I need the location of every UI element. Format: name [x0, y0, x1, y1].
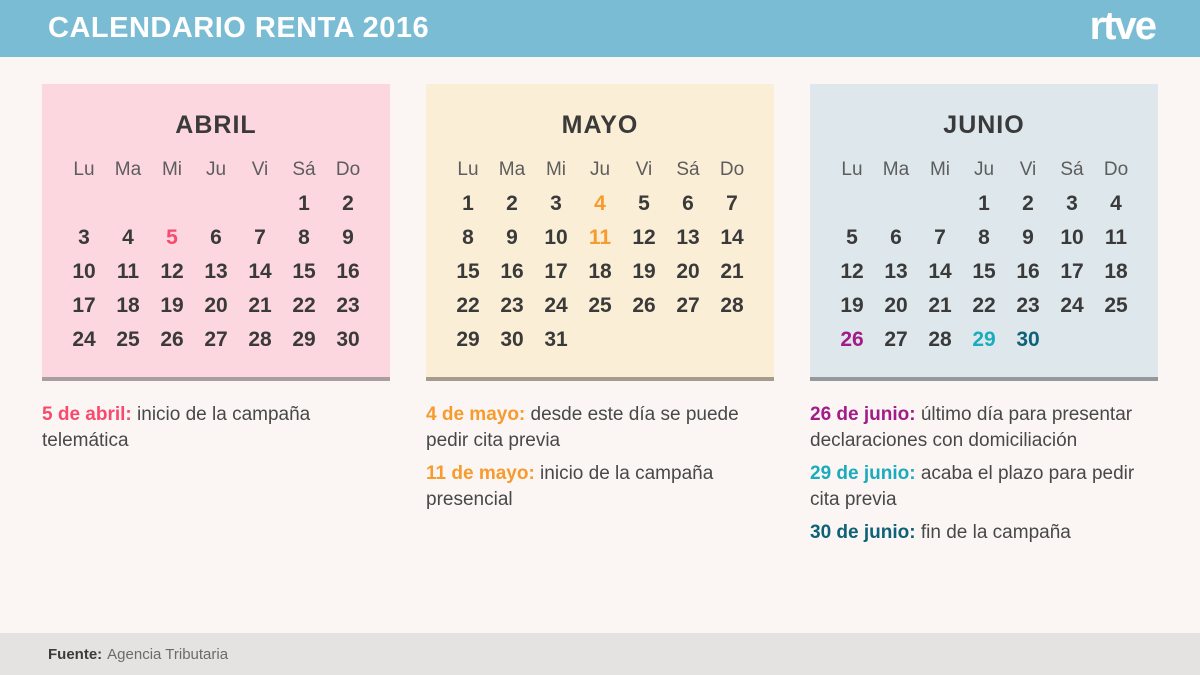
date-cell: 12 [840, 260, 864, 283]
date-cell: 20 [676, 260, 700, 283]
day-name: Lu [457, 159, 479, 180]
date-grid [810, 187, 1158, 357]
note [810, 520, 1158, 546]
date-cell: 10 [1060, 226, 1084, 249]
date-cell: 26 [160, 328, 184, 351]
day-name: Do [335, 159, 361, 180]
date-cell: 11 [116, 260, 140, 283]
day-name: Ju [589, 159, 611, 180]
note-text: último día para presentar declaraciones con domiciliación [810, 404, 1133, 451]
date-cell: 16 [1016, 260, 1040, 283]
empty-cell [666, 323, 710, 357]
week-row [810, 187, 1158, 221]
date-cell: 26 [632, 294, 656, 317]
day-name: Vi [1019, 159, 1037, 180]
date-cell: 29 [456, 328, 480, 351]
date-cell: 15 [972, 260, 996, 283]
note-date-label: 29 de junio: [810, 463, 916, 484]
date-cell: 9 [506, 226, 518, 249]
source-text: Agencia Tributaria [107, 645, 229, 663]
date-cell: 3 [78, 226, 90, 249]
date-cell: 24 [1060, 294, 1084, 317]
date-cell: 5 [846, 226, 858, 249]
date-cell: 14 [720, 226, 744, 249]
date-cell: 11 [1104, 226, 1128, 249]
date-cell: 16 [500, 260, 524, 283]
day-name: Lu [841, 159, 863, 180]
note [810, 402, 1158, 454]
date-cell: 5 [638, 192, 650, 215]
week-row [810, 323, 1158, 357]
date-cell: 7 [254, 226, 266, 249]
month-title: JUNIO [943, 111, 1025, 139]
empty-cell [830, 187, 874, 221]
date-cell: 21 [928, 294, 952, 317]
week-row [810, 255, 1158, 289]
date-cell: 19 [840, 294, 864, 317]
date-cell: 13 [204, 260, 228, 283]
calendar-panel-abril [42, 84, 390, 381]
note-text: acaba el plazo para pedir cita previa [810, 463, 1135, 510]
date-cell: 22 [456, 294, 480, 317]
day-name: Ma [882, 159, 910, 180]
date-cell: 11 [588, 226, 612, 249]
date-cell: 3 [1066, 192, 1078, 215]
date-cell: 9 [1022, 226, 1034, 249]
date-cell: 18 [116, 294, 140, 317]
notes-mayo [426, 402, 774, 513]
week-row [42, 323, 390, 357]
calendar-area [0, 57, 1200, 553]
date-cell: 20 [884, 294, 908, 317]
day-name: Do [719, 159, 745, 180]
date-cell: 30 [1016, 328, 1040, 351]
empty-cell [106, 187, 150, 221]
date-cell: 20 [204, 294, 228, 317]
page-title: CALENDARIO RENTA 2016 [48, 12, 430, 44]
day-names-row [426, 159, 774, 181]
date-cell: 7 [934, 226, 946, 249]
date-cell: 7 [726, 192, 738, 215]
date-cell: 2 [342, 192, 354, 215]
day-name: Mi [161, 159, 183, 180]
date-cell: 12 [160, 260, 184, 283]
date-cell: 21 [248, 294, 272, 317]
day-name: Sá [676, 159, 700, 180]
empty-cell [874, 187, 918, 221]
month-title: ABRIL [175, 111, 257, 139]
date-cell: 28 [720, 294, 744, 317]
note-date-label: 5 de abril: [42, 404, 132, 425]
date-cell: 27 [676, 294, 700, 317]
date-cell: 24 [72, 328, 96, 351]
day-name: Do [1103, 159, 1129, 180]
date-cell: 23 [500, 294, 524, 317]
footer-bar [0, 633, 1200, 675]
note-date-label: 4 de mayo: [426, 404, 526, 425]
date-cell: 4 [122, 226, 134, 249]
date-cell: 3 [550, 192, 562, 215]
note-date-label: 30 de junio: [810, 522, 916, 543]
empty-cell [578, 323, 622, 357]
date-cell: 22 [292, 294, 316, 317]
note-text: desde este día se puede pedir cita previa [426, 404, 739, 451]
week-row [426, 187, 774, 221]
day-name: Ju [973, 159, 995, 180]
week-row [42, 187, 390, 221]
day-name: Mi [545, 159, 567, 180]
date-cell: 14 [928, 260, 952, 283]
date-cell: 19 [632, 260, 656, 283]
week-row [426, 289, 774, 323]
date-cell: 6 [890, 226, 902, 249]
week-row [42, 289, 390, 323]
date-cell: 6 [210, 226, 222, 249]
week-row [426, 323, 774, 357]
month-title: MAYO [561, 111, 639, 139]
date-cell: 8 [462, 226, 474, 249]
date-cell: 31 [544, 328, 568, 351]
date-cell: 1 [298, 192, 310, 215]
date-cell: 13 [884, 260, 908, 283]
note [426, 402, 774, 454]
day-name: Vi [251, 159, 269, 180]
empty-cell [918, 187, 962, 221]
date-cell: 2 [506, 192, 518, 215]
empty-cell [150, 187, 194, 221]
date-cell: 30 [500, 328, 524, 351]
date-cell: 18 [588, 260, 612, 283]
date-cell: 30 [336, 328, 360, 351]
date-grid [426, 187, 774, 357]
day-name: Ju [205, 159, 227, 180]
date-cell: 29 [972, 328, 996, 351]
source-label: Fuente: [48, 645, 103, 663]
week-row [426, 221, 774, 255]
date-cell: 18 [1104, 260, 1128, 283]
week-row [426, 255, 774, 289]
date-cell: 25 [116, 328, 140, 351]
date-cell: 8 [298, 226, 310, 249]
empty-cell [710, 323, 754, 357]
date-cell: 25 [588, 294, 612, 317]
date-cell: 22 [972, 294, 996, 317]
date-cell: 1 [978, 192, 990, 215]
date-cell: 13 [676, 226, 700, 249]
day-name: Mi [929, 159, 951, 180]
note-text: inicio de la campaña telemática [42, 404, 311, 451]
date-cell: 5 [166, 226, 178, 249]
date-cell: 8 [978, 226, 990, 249]
date-cell: 4 [594, 192, 606, 215]
empty-cell [1050, 323, 1094, 357]
header-bar [0, 0, 1200, 57]
date-cell: 28 [928, 328, 952, 351]
date-cell: 16 [336, 260, 360, 283]
month-column-mayo [426, 84, 774, 553]
empty-cell [238, 187, 282, 221]
date-cell: 21 [720, 260, 744, 283]
notes-abril [42, 402, 390, 454]
notes-junio [810, 402, 1158, 546]
date-cell: 19 [160, 294, 184, 317]
date-cell: 27 [204, 328, 228, 351]
note-date-label: 26 de junio: [810, 404, 916, 425]
day-names-row [42, 159, 390, 181]
day-names-row [810, 159, 1158, 181]
day-name: Ma [498, 159, 526, 180]
date-grid [42, 187, 390, 357]
date-cell: 14 [248, 260, 272, 283]
empty-cell [1094, 323, 1138, 357]
week-row [810, 289, 1158, 323]
empty-cell [622, 323, 666, 357]
date-cell: 10 [544, 226, 568, 249]
note-date-label: 11 de mayo: [426, 463, 535, 484]
note-text: inicio de la campaña presencial [426, 463, 714, 510]
calendar-panel-mayo [426, 84, 774, 381]
date-cell: 12 [632, 226, 656, 249]
date-cell: 29 [292, 328, 316, 351]
empty-cell [194, 187, 238, 221]
date-cell: 4 [1110, 192, 1122, 215]
month-column-junio [810, 84, 1158, 553]
date-cell: 23 [1016, 294, 1040, 317]
date-cell: 10 [72, 260, 96, 283]
note [42, 402, 390, 454]
date-cell: 17 [544, 260, 568, 283]
date-cell: 1 [462, 192, 474, 215]
note-text: fin de la campaña [915, 522, 1071, 543]
date-cell: 25 [1104, 294, 1128, 317]
date-cell: 17 [1060, 260, 1084, 283]
week-row [810, 221, 1158, 255]
rtve-logo: rtve [1089, 3, 1155, 48]
date-cell: 17 [72, 294, 96, 317]
day-name: Sá [1060, 159, 1084, 180]
date-cell: 9 [342, 226, 354, 249]
day-name: Vi [635, 159, 653, 180]
day-name: Lu [73, 159, 95, 180]
day-name: Ma [114, 159, 142, 180]
calendar-panel-junio [810, 84, 1158, 381]
week-row [42, 221, 390, 255]
date-cell: 15 [292, 260, 316, 283]
date-cell: 23 [336, 294, 360, 317]
date-cell: 24 [544, 294, 568, 317]
day-name: Sá [292, 159, 316, 180]
date-cell: 15 [456, 260, 480, 283]
note [426, 461, 774, 513]
note [810, 461, 1158, 513]
date-cell: 2 [1022, 192, 1034, 215]
date-cell: 28 [248, 328, 272, 351]
empty-cell [62, 187, 106, 221]
date-cell: 6 [682, 192, 694, 215]
month-column-abril [42, 84, 390, 553]
date-cell: 27 [884, 328, 908, 351]
date-cell: 26 [840, 328, 864, 351]
week-row [42, 255, 390, 289]
